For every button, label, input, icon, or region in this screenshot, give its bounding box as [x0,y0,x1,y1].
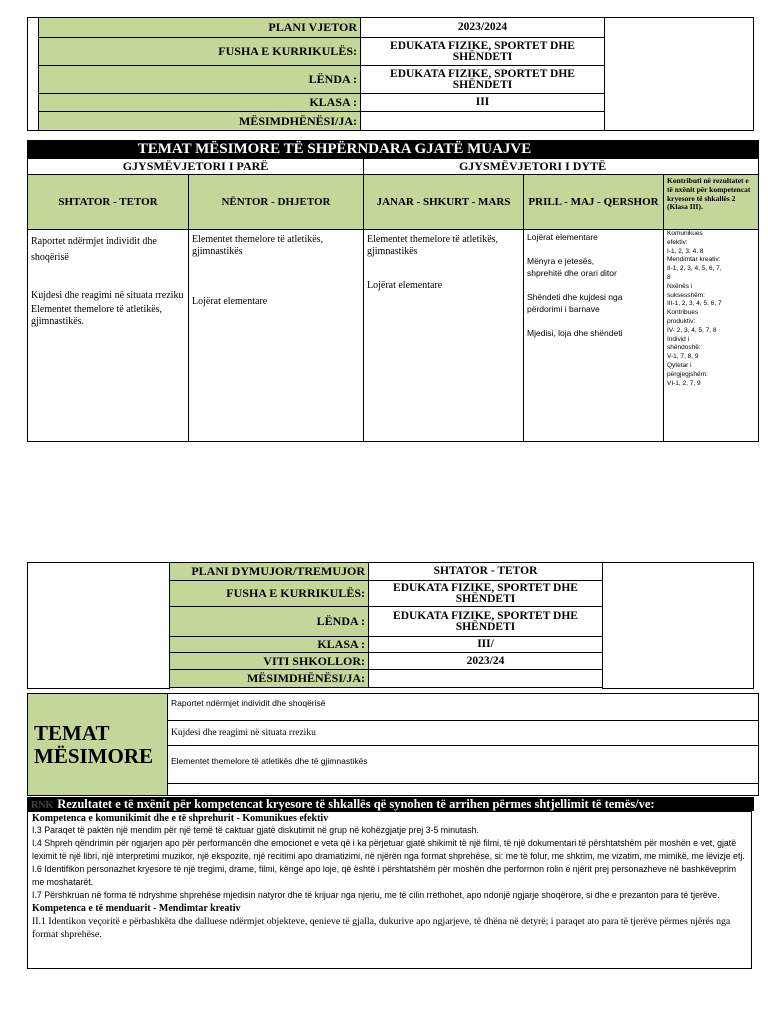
topic-text: Lojërat elementare [367,280,443,291]
plan-label: PLANI VJETOR [39,18,361,38]
teacher-label: MËSIMDHËNËSI/JA: [170,670,369,688]
subject-value: EDUKATA FIZIKE, SPORTET DHE SHËNDETI [369,607,603,637]
subject-label: LËNDA : [170,607,369,637]
month-col-1: SHTATOR - TETOR [28,175,189,230]
topics-col-2 [189,230,364,442]
period-topic-1: Raportet ndërmjet individit dhe shoqërisë [168,694,759,721]
contrib-text: III-1, 2, 3, 4, 5, 6, 7 [667,300,722,308]
topics-banner [28,141,759,159]
competence-1-title: Kompetenca e komunikimit dhe e të shprehurit - Komunikues efektiv [32,813,329,824]
topics-banner-text: TEMAT MËSIMORE TË SHPËRNDARA GJATË MUAJVE [137,141,532,157]
class-label: KLASA : [39,94,361,112]
contrib-header: Kontributi në rezultatet e të nxënit për kompetencat kryesore të shkallës 2 (Klasa III). [664,175,759,230]
results-banner-text: Rezultatet e të nxënit për kompetencat kryesore të shkallës që synohen të arrihen përmes shtjellimit të temës/ve: [57,797,655,811]
topics-col-3 [364,230,524,442]
contrib-text: V-1, 7, 8, 9 [667,353,699,361]
school-year-value: 2023/24 [369,653,603,670]
school-year-label: VITI SHKOLLOR: [170,653,369,670]
month-col-4: PRILL - MAJ - QERSHOR [524,175,664,230]
topic-text: Elementet themelore të atletikës, gjimnastikës [367,234,499,257]
contrib-text: Komunikues efektiv: [667,230,703,246]
topic-text: Raportet ndërmjet individit dhe shoqërisë [31,236,157,263]
field-label: FUSHA E KURRIKULËS: [170,581,369,607]
topic-text: Lojërat elementare [527,232,598,242]
contrib-text: Qytetar i përgjegjshëm: [667,361,708,378]
period-topic-2: Kujdesi dhe reagimi në situata rreziku [168,721,759,746]
contrib-text: I-1, 2, 3, 4, 8 [667,247,704,255]
topics-title: TEMAT MËSIMORE [28,694,168,796]
topic-text: Mjedisi, loja dhe shëndeti [527,328,623,338]
period-topic-3: Elementet themelore të atletikës dhe të gjimnastikës [168,746,759,784]
contrib-text: Individ i shëndoshë: [667,335,701,352]
topics-col-4 [524,230,664,442]
header-margin-cell [28,563,170,689]
competences-box [27,811,752,969]
subject-label: LËNDA : [39,66,361,94]
results-banner [27,797,754,811]
topic-text: Lojërat elementare [192,296,268,307]
annual-topics-table [27,140,759,442]
field-value: EDUKATA FIZIKE, SPORTET DHE SHËNDETI [369,581,603,607]
contrib-text: Kontribues produktiv: [667,309,699,325]
semester-1-header: GJYSMËVJETORI I PARË [28,159,364,175]
topic-text: Mënyra e jetesës, shprehitë dhe orari ditor [527,256,617,278]
teacher-value [369,670,603,688]
field-value: EDUKATA FIZIKE, SPORTET DHE SHËNDETI [361,38,605,66]
contrib-col [664,230,759,442]
topics-col-1 [28,230,189,442]
class-value: III [361,94,605,112]
competence-2-title: Kompetenca e të menduarit - Mendimtar kreativ [32,903,241,914]
month-col-3: JANAR - SHKURT - MARS [364,175,524,230]
semester-2-header: GJYSMËVJETORI I DYTË [364,159,759,175]
contrib-text: IV- 2, 3, 4, 5, 7, 8 [667,326,717,334]
header-blank-cell [603,563,754,689]
contrib-text: VI-1, 2, 7, 9 [667,379,701,387]
class-value: III/ [369,637,603,653]
month-col-2: NËNTOR - DHJETOR [189,175,364,230]
competence-1-item: I.3 Paraqet të paktën një mendim për një temë të caktuar gjatë diskutimit në grup në kohëzgjatje prej 3-5 minutash. [32,825,479,835]
topic-text: Shëndeti dhe kujdesi nga përdorimi i barnave [527,292,623,314]
plan-period: SHTATOR - TETOR [369,563,603,581]
header-blank-cell [605,18,754,131]
teacher-value [361,112,605,131]
teacher-label: MËSIMDHËNËSI/JA: [39,112,361,131]
topic-text: Elementet themelore të atletikës, gjimnastikës [192,234,324,257]
contrib-text: Mendimtar kreativ: [667,256,721,264]
competence-2-item: II.1 Identikon veçoritë e përbashkëta dhe dalluese ndërmjet objekteve, qenieve të gjalla, dukurive apo ngjarjeve, të dhëna në detyrë; i paraqet ato para të tjerëve përmes njërës nga format shprehëse. [32,916,731,940]
period-topic-blank [168,784,759,796]
topic-text: Elementet themelore të atletikës, gjimnastikës. [31,304,163,327]
contrib-text: Nxënës i suksesshëm: [667,282,705,299]
period-topics-table [27,693,759,796]
class-label: KLASA : [170,637,369,653]
field-label: FUSHA E KURRIKULËS: [39,38,361,66]
contrib-text: II-1, 2, 3, 4, 5, 6, 7, 8 [667,265,722,281]
rnk-tag: RNK [31,800,54,811]
competence-1-item: I.4 Shpreh qëndrimin për ngjarjen apo për performancën dhe emocionet e veta që i ka përjetuar gjatë shikimit të një filmi, të një dokumentari të përshtatshëm për moshën e vet, gjatë leximit të një libri, një interpretimi muzikor, një ekspozite, një recitimi apo dramatizimi, në njërën nga format shprehëse, si: me të folur, me shkrim, me vizatim, me mimikë, me lëvizje etj. [32,838,745,861]
plan-label: PLANI DYMUJOR/TREMUJOR [170,563,369,581]
competence-1-item: I.7 Përshkruan në forma të ndryshme shprehëse mjedisin natyror dhe të krijuar nga njeriu, me të cilin rrethohet, apo ndonjë ngjarje shoqërore, si dhe e prezanton para të tjerëve. [32,890,720,900]
topic-text: Kujdesi dhe reagimi në situata rreziku [31,290,184,301]
period-plan-header-table [27,562,754,689]
plan-year: 2023/2024 [361,18,605,38]
header-margin-cell [28,18,39,131]
subject-value: EDUKATA FIZIKE, SPORTET DHE SHËNDETI [361,66,605,94]
annual-plan-header-table [27,17,754,131]
competence-1-item: I.6 Identifikon personazhet kryesore të një tregimi, drame, filmi, kënge apo loje, që është i përshtatshëm për moshën dhe performon rolin e njërit prej personazheve në bashkëveprim me moshatarët. [32,864,737,887]
